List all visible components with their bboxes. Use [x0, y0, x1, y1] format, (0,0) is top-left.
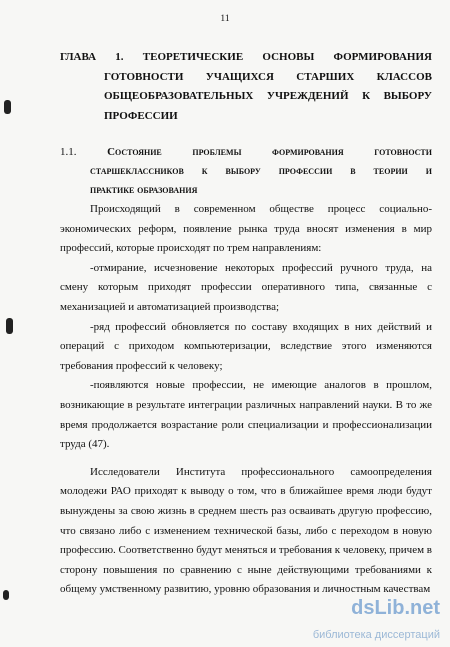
scan-mark	[4, 100, 11, 114]
chapter-word: ВЫБОРУ	[383, 90, 432, 102]
chapter-line-4: ПРОФЕССИИ	[104, 109, 178, 122]
chapter-line-1	[60, 48, 432, 68]
section-word: в	[350, 165, 356, 177]
section-word: готовности	[374, 146, 432, 158]
chapter-heading	[60, 48, 432, 126]
chapter-word: ФОРМИРОВАНИЯ	[333, 51, 432, 63]
paragraph: -ряд профессий обновляется по составу входящих в них действий и операций с приходом компьютеризации, вследствие этого изменяются требования профессий к человеку;	[60, 320, 432, 372]
section-number: 1.1.	[60, 146, 77, 158]
paragraph: Происходящий в современном обществе процесс социально-экономических реформ, появление рынка труда вносят изменения в мир профессий, которые происходят по трем направлениям:	[60, 203, 432, 255]
watermark-subtitle: библиотека диссертаций	[312, 629, 440, 641]
chapter-word: 1.	[115, 51, 124, 63]
section-line-2	[60, 162, 432, 181]
section-word: к	[201, 165, 208, 177]
chapter-word: ОСНОВЫ	[262, 51, 315, 63]
section-word: формирования	[272, 146, 344, 158]
section-word: Состояние	[107, 146, 162, 158]
section-heading	[60, 143, 432, 200]
chapter-word: СТАРШИХ	[296, 70, 355, 83]
chapter-line-3	[60, 87, 432, 107]
section-word: старшеклассников	[90, 165, 184, 177]
chapter-word: ГЛАВА	[60, 51, 97, 63]
page-number: 11	[220, 14, 230, 24]
section-word: теории	[373, 165, 408, 177]
chapter-word: УЧАЩИХСЯ	[205, 70, 274, 83]
chapter-word: УЧРЕЖДЕНИЙ	[266, 90, 349, 102]
paragraph: -отмирание, исчезновение некоторых профессий ручного труда, на смену которым приходят профессии оперативного типа, связанные с механизацией и автоматизацией производства;	[60, 261, 432, 313]
watermark	[254, 597, 444, 641]
chapter-word: КЛАССОВ	[376, 70, 432, 83]
chapter-word: ТЕОРЕТИЧЕСКИЕ	[142, 51, 244, 63]
chapter-word: К	[362, 90, 371, 102]
paragraph: -появляются новые профессии, не имеющие аналогов в прошлом, возникающие в результате интеграции различных направлений науки. В то же время продолжается возрастание роли специализации и профессионализации труда (47).	[60, 379, 432, 451]
chapter-line-2	[60, 68, 432, 88]
scan-mark	[3, 590, 9, 600]
section-line-1	[60, 143, 432, 162]
chapter-word: ОБЩЕОБРАЗОВАТЕЛЬНЫХ	[104, 90, 254, 102]
chapter-word: ГОТОВНОСТИ	[104, 70, 184, 83]
section-word: выбору	[225, 165, 261, 177]
scan-mark	[6, 318, 13, 334]
section-word: и	[425, 165, 432, 177]
section-line-3: практике образования	[90, 184, 198, 196]
body-text	[60, 200, 432, 600]
section-word: проблемы	[192, 146, 242, 158]
watermark-logo: dsLib.net	[351, 597, 440, 619]
paragraph: Исследователи Института профессионального самоопределения молодежи РАО приходят к выводу о том, что в ближайшее время люди будут вынуждены за свою жизнь в среднем шесть раз осваивать другую профессию, что связано либо с изменением технической базы, либо с переходом в новую профессию. Соответственно будут меняться и требования к человеку, причем в сторону повышения по сравнению с ныне действующими требованиями к общему умственному развитию, уровню образования и личностным качествам	[60, 465, 432, 596]
section-word: профессии	[278, 165, 333, 177]
